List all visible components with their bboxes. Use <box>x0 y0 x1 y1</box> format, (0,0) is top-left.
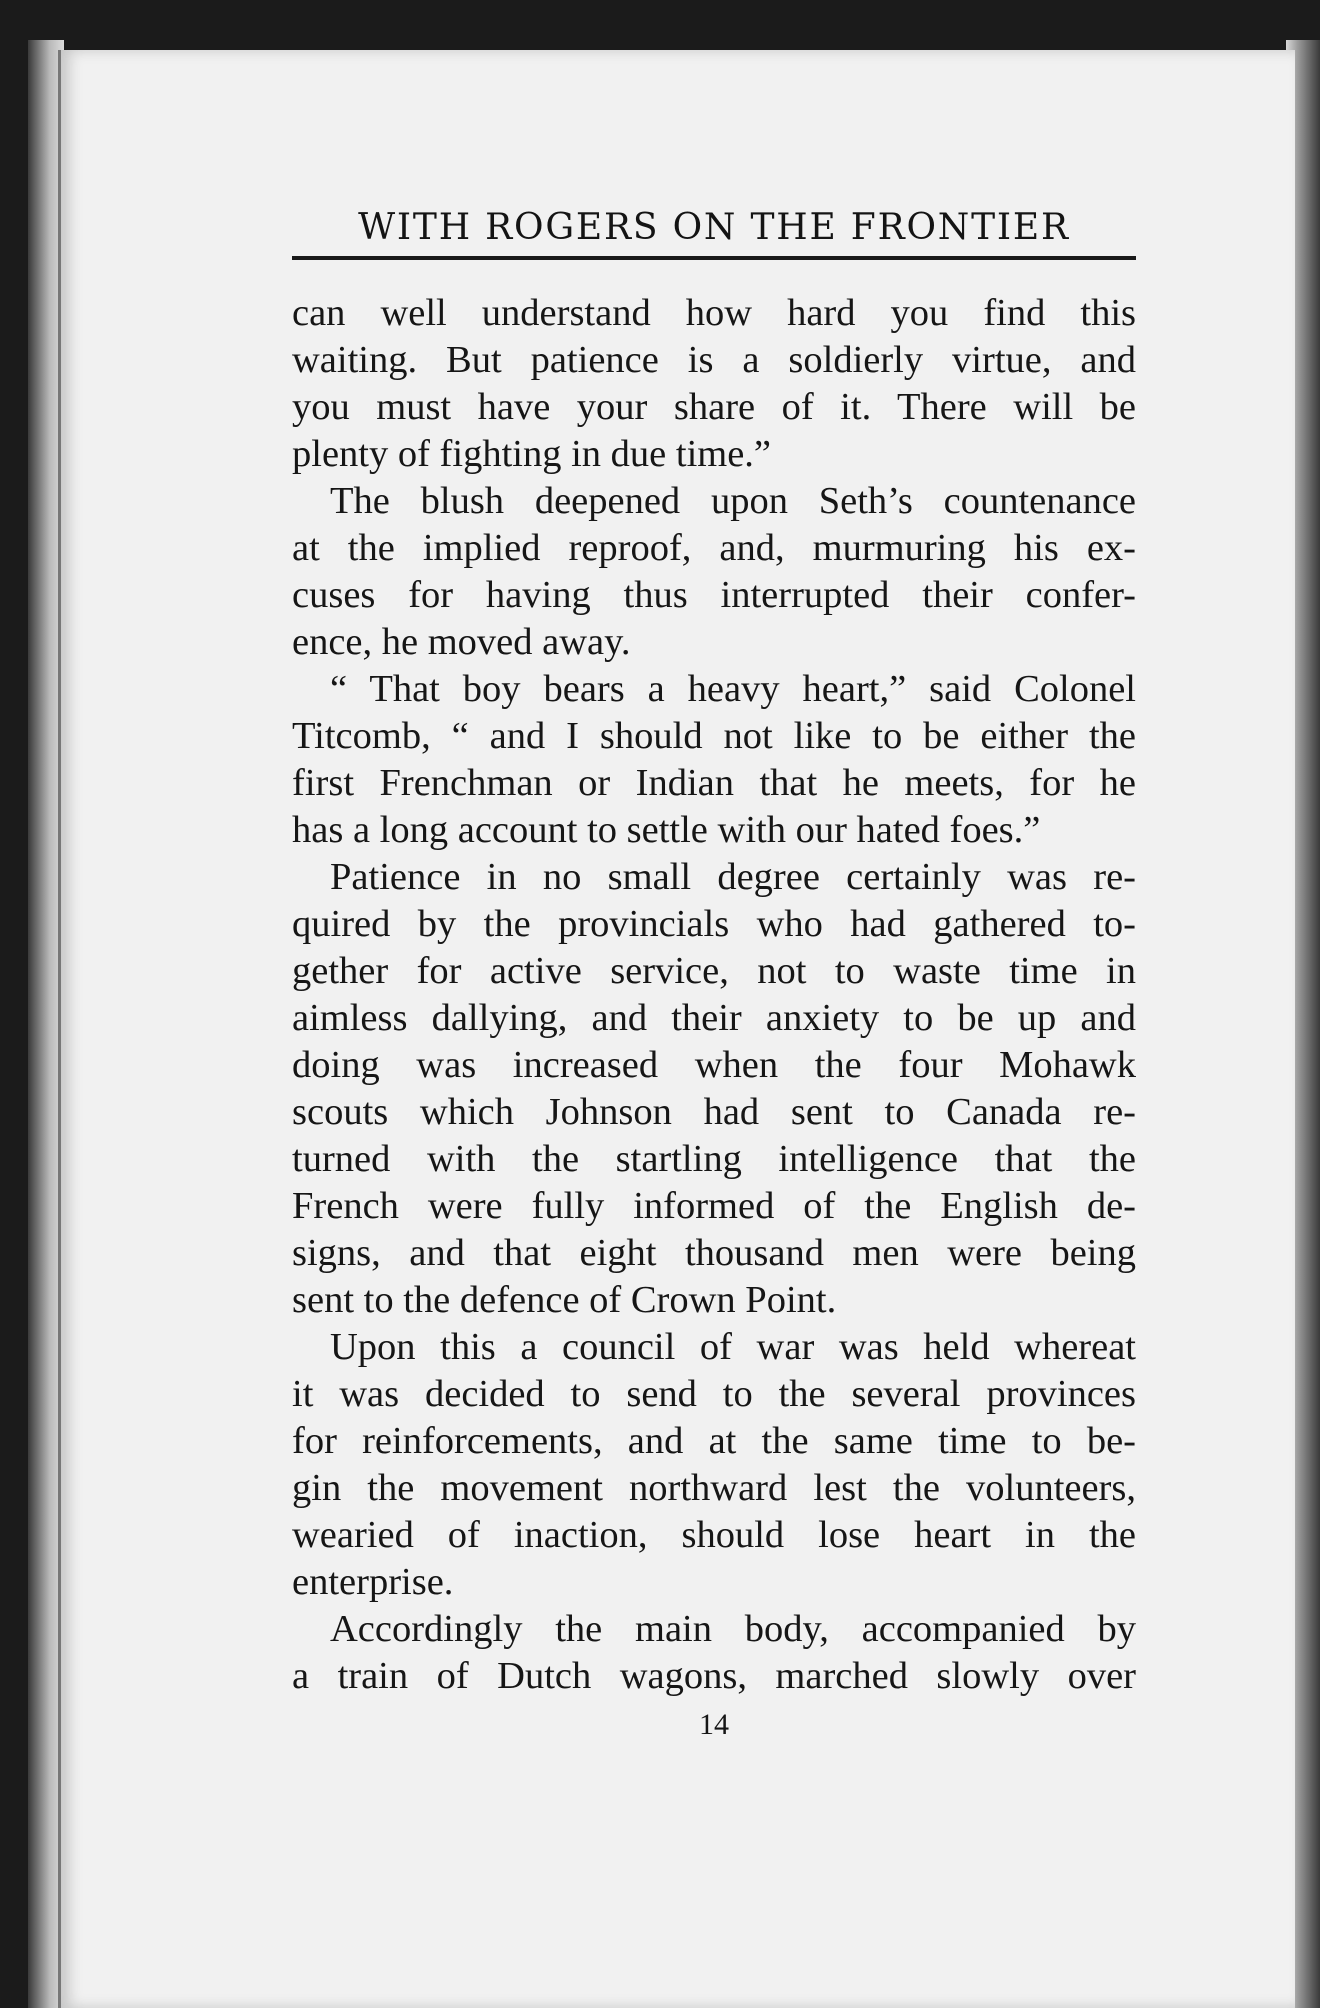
text-line: ence, he moved away. <box>292 621 631 663</box>
text-line: The blush deepened upon Seth’s countenance <box>330 480 1136 522</box>
text-line: quired by the provincials who had gathered to- <box>292 903 1136 945</box>
running-head: WITH ROGERS ON THE FRONTIER <box>292 200 1136 260</box>
text-line: you must have your share of it. There will be <box>292 386 1136 428</box>
text-line: turned with the startling intelligence that the <box>292 1138 1136 1180</box>
paragraph <box>292 666 1136 854</box>
text-line: first Frenchman or Indian that he meets, for he <box>292 762 1136 804</box>
text-line: doing was increased when the four Mohawk <box>292 1044 1136 1086</box>
paragraph <box>292 854 1136 1324</box>
body-text <box>292 290 1136 1700</box>
text-line: can well understand how hard you find this <box>292 292 1136 334</box>
paragraph <box>292 290 1136 478</box>
text-line: a train of Dutch wagons, marched slowly over <box>292 1655 1136 1697</box>
page-number: 14 <box>699 1708 729 1741</box>
text-line: sent to the defence of Crown Point. <box>292 1279 837 1321</box>
text-line: at the implied reproof, and, murmuring his ex- <box>292 527 1136 569</box>
text-line: Titcomb, “ and I should not like to be either the <box>292 715 1136 757</box>
text-line: Upon this a council of war was held whereat <box>330 1326 1136 1368</box>
text-line: Accordingly the main body, accompanied by <box>330 1608 1136 1650</box>
text-line: gether for active service, not to waste time in <box>292 950 1136 992</box>
text-line: wearied of inaction, should lose heart in the <box>292 1514 1136 1556</box>
paragraph <box>292 478 1136 666</box>
text-line: aimless dallying, and their anxiety to be up and <box>292 997 1136 1039</box>
text-line: enterprise. <box>292 1561 454 1603</box>
text-line: plenty of fighting in due time.” <box>292 433 772 475</box>
text-line: scouts which Johnson had sent to Canada re- <box>292 1091 1136 1133</box>
text-line: Patience in no small degree certainly was re- <box>330 856 1136 898</box>
text-line: for reinforcements, and at the same time to be- <box>292 1420 1136 1462</box>
text-line: waiting. But patience is a soldierly virtue, and <box>292 339 1136 381</box>
text-line: “ That boy bears a heavy heart,” said Colonel <box>330 668 1136 710</box>
paragraph <box>292 1324 1136 1606</box>
text-line: it was decided to send to the several provinces <box>292 1373 1136 1415</box>
text-line: French were fully informed of the English de- <box>292 1185 1136 1227</box>
text-line: cuses for having thus interrupted their confer- <box>292 574 1136 616</box>
paragraph <box>292 1606 1136 1700</box>
text-line: signs, and that eight thousand men were being <box>292 1232 1136 1274</box>
text-line: has a long account to settle with our hated foes.” <box>292 809 1041 851</box>
text-line: gin the movement northward lest the volunteers, <box>292 1467 1136 1509</box>
